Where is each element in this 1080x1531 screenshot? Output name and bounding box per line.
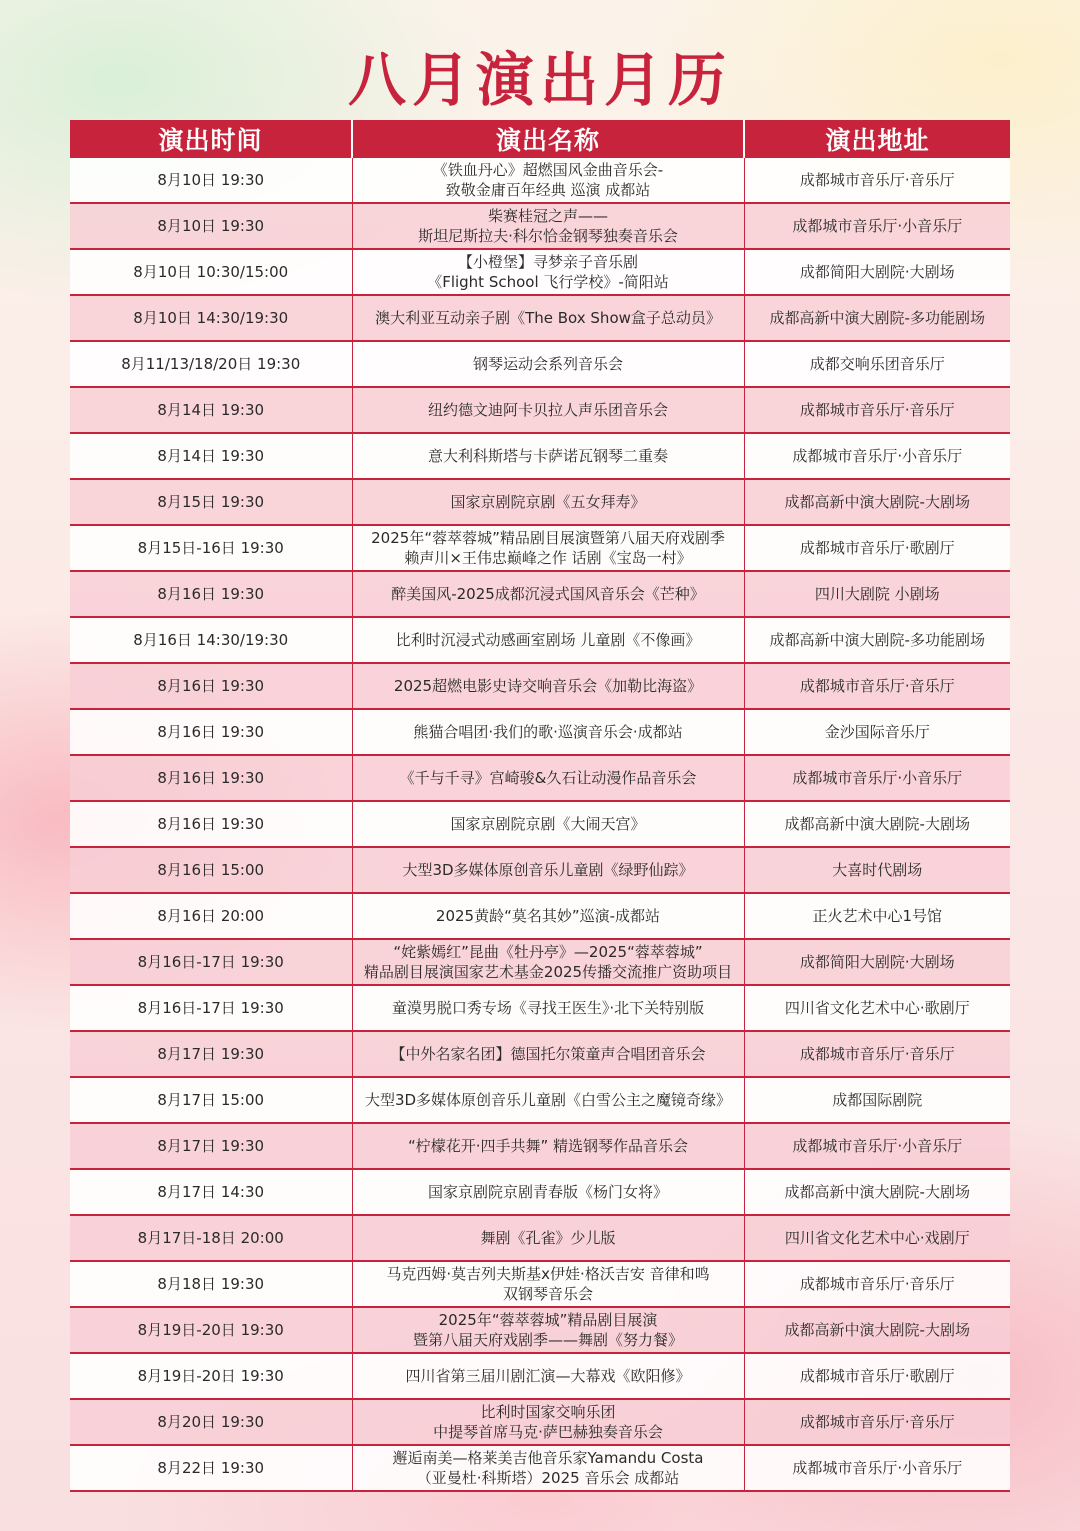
table-row — [70, 1307, 1010, 1353]
cell-name: 比利时沉浸式动感画室剧场 儿童剧《不像画》 — [352, 617, 744, 663]
cell-time: 8月10日 10:30/15:00 — [70, 249, 352, 295]
cell-venue: 成都高新中演大剧院-大剧场 — [744, 479, 1010, 525]
cell-name: 意大利科斯塔与卡萨诺瓦钢琴二重奏 — [352, 433, 744, 479]
cell-time: 8月16日 15:00 — [70, 847, 352, 893]
table-row — [70, 479, 1010, 525]
table-row — [70, 341, 1010, 387]
cell-name: 纽约德文迪阿卡贝拉人声乐团音乐会 — [352, 387, 744, 433]
cell-time: 8月15日-16日 19:30 — [70, 525, 352, 571]
table-header-row — [70, 120, 1010, 158]
cell-venue: 成都城市音乐厅·音乐厅 — [744, 1261, 1010, 1307]
table-row — [70, 709, 1010, 755]
cell-name: 比利时国家交响乐团 中提琴首席马克·萨巴赫独奏音乐会 — [352, 1399, 744, 1445]
cell-time: 8月17日 15:00 — [70, 1077, 352, 1123]
cell-time: 8月16日 20:00 — [70, 893, 352, 939]
table-body — [70, 158, 1010, 1491]
table-row — [70, 617, 1010, 663]
cell-venue: 成都简阳大剧院·大剧场 — [744, 939, 1010, 985]
performance-calendar-table — [70, 120, 1010, 1492]
cell-venue: 成都城市音乐厅·音乐厅 — [744, 1031, 1010, 1077]
cell-name: 舞剧《孔雀》少儿版 — [352, 1215, 744, 1261]
cell-name: 熊猫合唱团·我们的歌·巡演音乐会·成都站 — [352, 709, 744, 755]
cell-time: 8月10日 19:30 — [70, 203, 352, 249]
cell-name: 大型3D多媒体原创音乐儿童剧《绿野仙踪》 — [352, 847, 744, 893]
cell-name: 大型3D多媒体原创音乐儿童剧《白雪公主之魔镜奇缘》 — [352, 1077, 744, 1123]
page-title: 八月演出月历 — [347, 46, 732, 114]
table-row — [70, 1445, 1010, 1491]
cell-name: 童漠男脱口秀专场《寻找王医生》·北下关特别版 — [352, 985, 744, 1031]
cell-time: 8月16日-17日 19:30 — [70, 985, 352, 1031]
cell-name: 《千与千寻》宫崎骏&久石让动漫作品音乐会 — [352, 755, 744, 801]
table-row — [70, 433, 1010, 479]
cell-venue: 成都城市音乐厅·歌剧厅 — [744, 1353, 1010, 1399]
cell-time: 8月10日 19:30 — [70, 158, 352, 203]
table-row — [70, 939, 1010, 985]
cell-time: 8月20日 19:30 — [70, 1399, 352, 1445]
table-row — [70, 1261, 1010, 1307]
table-row — [70, 663, 1010, 709]
cell-time: 8月10日 14:30/19:30 — [70, 295, 352, 341]
cell-name: 2025超燃电影史诗交响音乐会《加勒比海盗》 — [352, 663, 744, 709]
cell-time: 8月22日 19:30 — [70, 1445, 352, 1491]
cell-venue: 四川大剧院 小剧场 — [744, 571, 1010, 617]
table-row — [70, 893, 1010, 939]
table-row — [70, 847, 1010, 893]
cell-venue: 成都城市音乐厅·小音乐厅 — [744, 1123, 1010, 1169]
cell-time: 8月17日 19:30 — [70, 1123, 352, 1169]
table-row — [70, 295, 1010, 341]
cell-name: 柴赛桂冠之声—— 斯坦尼斯拉夫·科尔恰金钢琴独奏音乐会 — [352, 203, 744, 249]
cell-name: 《铁血丹心》超燃国风金曲音乐会- 致敬金庸百年经典 巡演 成都站 — [352, 158, 744, 203]
table-row — [70, 203, 1010, 249]
cell-venue: 成都交响乐团音乐厅 — [744, 341, 1010, 387]
cell-venue: 成都城市音乐厅·小音乐厅 — [744, 203, 1010, 249]
table-row — [70, 755, 1010, 801]
cell-venue: 成都高新中演大剧院-大剧场 — [744, 801, 1010, 847]
cell-name: 醉美国风-2025成都沉浸式国风音乐会《芒种》 — [352, 571, 744, 617]
table-row — [70, 985, 1010, 1031]
cell-time: 8月19日-20日 19:30 — [70, 1353, 352, 1399]
table-row — [70, 801, 1010, 847]
cell-time: 8月16日 19:30 — [70, 663, 352, 709]
cell-time: 8月14日 19:30 — [70, 433, 352, 479]
cell-venue: 成都简阳大剧院·大剧场 — [744, 249, 1010, 295]
cell-name: 邂逅南美—格莱美吉他音乐家Yamandu Costa （亚曼杜·科斯塔）2025 音乐会 成都站 — [352, 1445, 744, 1491]
cell-time: 8月17日 19:30 — [70, 1031, 352, 1077]
table-row — [70, 1215, 1010, 1261]
cell-time: 8月19日-20日 19:30 — [70, 1307, 352, 1353]
cell-venue: 成都国际剧院 — [744, 1077, 1010, 1123]
header-venue: 演出地址 — [744, 120, 1010, 158]
table-row — [70, 1077, 1010, 1123]
cell-venue: 成都城市音乐厅·小音乐厅 — [744, 1445, 1010, 1491]
cell-time: 8月16日-17日 19:30 — [70, 939, 352, 985]
cell-time: 8月16日 19:30 — [70, 571, 352, 617]
cell-venue: 四川省文化艺术中心·戏剧厅 — [744, 1215, 1010, 1261]
cell-time: 8月17日 14:30 — [70, 1169, 352, 1215]
cell-name: 国家京剧院京剧青春版《杨门女将》 — [352, 1169, 744, 1215]
cell-time: 8月14日 19:30 — [70, 387, 352, 433]
cell-name: 钢琴运动会系列音乐会 — [352, 341, 744, 387]
cell-venue: 成都城市音乐厅·音乐厅 — [744, 1399, 1010, 1445]
cell-venue: 金沙国际音乐厅 — [744, 709, 1010, 755]
table-row — [70, 1353, 1010, 1399]
table-row — [70, 571, 1010, 617]
cell-venue: 成都高新中演大剧院-大剧场 — [744, 1307, 1010, 1353]
header-name: 演出名称 — [352, 120, 744, 158]
table-row — [70, 249, 1010, 295]
header-time: 演出时间 — [70, 120, 352, 158]
table-row — [70, 1123, 1010, 1169]
cell-name: 国家京剧院京剧《大闹天宫》 — [352, 801, 744, 847]
cell-name: 马克西姆·莫吉列夫斯基x伊娃·格沃吉安 音律和鸣 双钢琴音乐会 — [352, 1261, 744, 1307]
table-row — [70, 387, 1010, 433]
cell-name: “柠檬花开·四手共舞” 精选钢琴作品音乐会 — [352, 1123, 744, 1169]
cell-venue: 四川省文化艺术中心·歌剧厅 — [744, 985, 1010, 1031]
cell-venue: 成都城市音乐厅·小音乐厅 — [744, 433, 1010, 479]
cell-name: 四川省第三届川剧汇演—大幕戏《欧阳修》 — [352, 1353, 744, 1399]
cell-venue: 成都城市音乐厅·音乐厅 — [744, 387, 1010, 433]
cell-name: “姹紫嫣红”昆曲《牡丹亭》—2025“蓉萃蓉城” 精品剧目展演国家艺术基金2025传播交流推广资助项目 — [352, 939, 744, 985]
cell-venue: 成都高新中演大剧院-大剧场 — [744, 1169, 1010, 1215]
cell-venue: 正火艺术中心1号馆 — [744, 893, 1010, 939]
cell-name: 2025年“蓉萃蓉城”精品剧目展演暨第八届天府戏剧季 赖声川×王伟忠巅峰之作 话剧《宝岛一村》 — [352, 525, 744, 571]
cell-venue: 成都高新中演大剧院-多功能剧场 — [744, 295, 1010, 341]
cell-time: 8月15日 19:30 — [70, 479, 352, 525]
cell-time: 8月11/13/18/20日 19:30 — [70, 341, 352, 387]
cell-name: 【小橙堡】寻梦亲子音乐剧 《Flight School 飞行学校》-简阳站 — [352, 249, 744, 295]
table-row — [70, 525, 1010, 571]
table-row — [70, 1399, 1010, 1445]
cell-time: 8月17日-18日 20:00 — [70, 1215, 352, 1261]
cell-name: 2025年“蓉萃蓉城”精品剧目展演 暨第八届天府戏剧季——舞剧《努力餐》 — [352, 1307, 744, 1353]
cell-time: 8月16日 19:30 — [70, 709, 352, 755]
cell-venue: 大喜时代剧场 — [744, 847, 1010, 893]
table-row — [70, 1031, 1010, 1077]
cell-time: 8月16日 19:30 — [70, 755, 352, 801]
cell-venue: 成都城市音乐厅·音乐厅 — [744, 158, 1010, 203]
cell-venue: 成都城市音乐厅·歌剧厅 — [744, 525, 1010, 571]
table-row — [70, 1169, 1010, 1215]
cell-venue: 成都城市音乐厅·音乐厅 — [744, 663, 1010, 709]
cell-time: 8月18日 19:30 — [70, 1261, 352, 1307]
cell-name: 【中外名家名团】德国托尔策童声合唱团音乐会 — [352, 1031, 744, 1077]
table-row — [70, 158, 1010, 203]
cell-name: 澳大利亚互动亲子剧《The Box Show盒子总动员》 — [352, 295, 744, 341]
cell-name: 2025黄龄“莫名其妙”巡演-成都站 — [352, 893, 744, 939]
cell-name: 国家京剧院京剧《五女拜寿》 — [352, 479, 744, 525]
cell-venue: 成都城市音乐厅·小音乐厅 — [744, 755, 1010, 801]
cell-time: 8月16日 19:30 — [70, 801, 352, 847]
cell-venue: 成都高新中演大剧院-多功能剧场 — [744, 617, 1010, 663]
cell-time: 8月16日 14:30/19:30 — [70, 617, 352, 663]
